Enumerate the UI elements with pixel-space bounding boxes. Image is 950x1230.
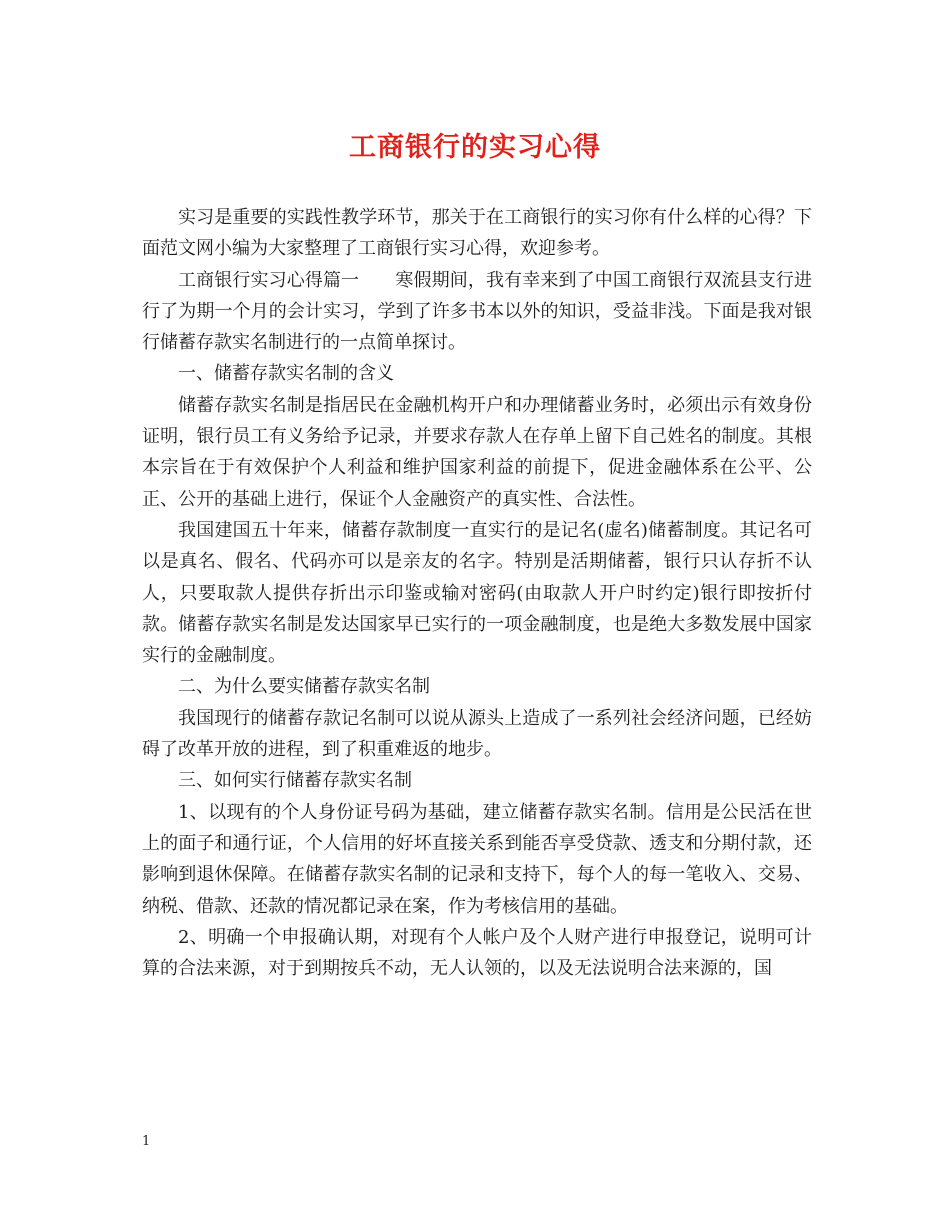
paragraph-reason: 我国现行的储蓄存款记名制可以说从源头上造成了一系列社会经济问题，已经妨碍了改革开放的进程，到了积重难返的地步。 — [142, 707, 812, 761]
section-heading-2: 二、为什么要实储蓄存款实名制 — [178, 676, 430, 698]
page-number: 1 — [142, 1134, 151, 1149]
section-heading-1: 一、储蓄存款实名制的含义 — [178, 363, 394, 385]
paragraph-history: 我国建国五十年来，储蓄存款制度一直实行的是记名(虚名)储蓄制度。其记名可以是真名、假名、代码亦可以是亲友的名字。特别是活期储蓄，银行只认存折不认人，只要取款人提供存折出示印鉴或输对密码(由取款人开户时约定)银行即按折付款。储蓄存款实名制是发达国家早已实行的一项金融制度，也是绝大多数发展中国家实行的金融制度。 — [142, 519, 812, 667]
paragraph-point-1: 1、以现有的个人身份证号码为基础，建立储蓄存款实名制。信用是公民活在世上的面子和通行证，个人信用的好坏直接关系到能否享受贷款、透支和分期付款，还影响到退休保障。在储蓄存款实名制的记录和支持下，每个人的每一笔收入、交易、纳税、借款、还款的情况都记录在案，作为考核信用的基础。 — [142, 801, 812, 917]
paragraph-definition: 储蓄存款实名制是指居民在金融机构开户和办理储蓄业务时，必须出示有效身份证明，银行员工有义务给予记录，并要求存款人在存单上留下自己姓名的制度。其根本宗旨在于有效保护个人利益和维护国家利益的前提下，促进金融体系在公平、公正、公开的基础上进行，保证个人金融资产的真实性、合法性。 — [142, 394, 812, 510]
document-body — [142, 202, 812, 984]
paragraph-part-one: 工商银行实习心得篇一 寒假期间，我有幸来到了中国工商银行双流县支行进行了为期一个月的会计实习，学到了许多书本以外的知识，受益非浅。下面是我对银行储蓄存款实名制进行的一点简单探讨。 — [142, 269, 812, 354]
section-heading-3: 三、如何实行储蓄存款实名制 — [178, 770, 412, 792]
page-title: 工商银行的实习心得 — [349, 132, 601, 163]
paragraph-point-2: 2、明确一个申报确认期，对现有个人帐户及个人财产进行申报登记，说明可计算的合法来源，对于到期按兵不动，无人认领的，以及无法说明合法来源的，国 — [142, 926, 812, 980]
paragraph-intro: 实习是重要的实践性教学环节，那关于在工商银行的实习你有什么样的心得？下面范文网小编为大家整理了工商银行实习心得，欢迎参考。 — [142, 207, 812, 260]
